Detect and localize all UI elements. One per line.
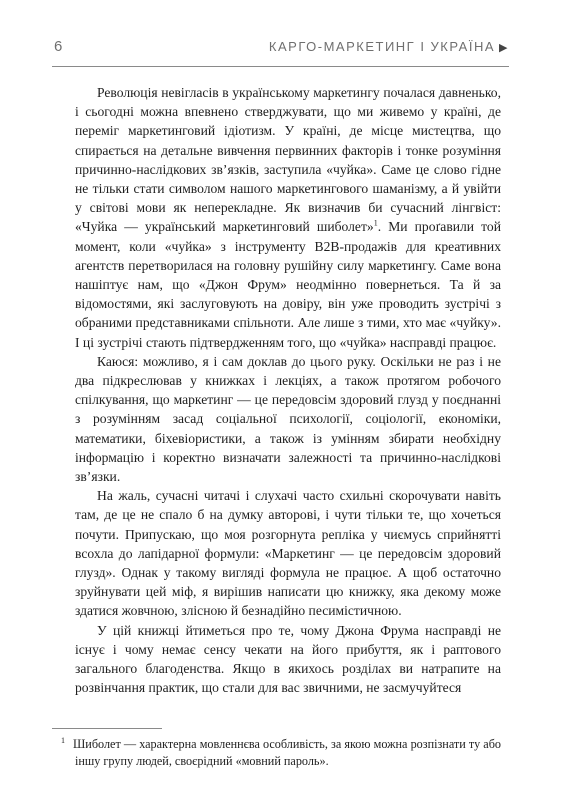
paragraph-text: . Ми проґавили той момент, коли «чуйка» з інструменту B2B-продажів для креативних агентств перетворилася на головну рушійну силу маркетингу. Саме вона нашіптує нам, що «Джон Фрум» неодмінно повернеться. Та й за відомостями, які заслуговують на довіру, він уже проводить зустрічі з обраними представниками спільноти. Але лише з тими, хто має «чуйку». І ці зустрічі стають підтвердженням того, що «чуйка» насправді працює. <box>75 219 501 350</box>
triangle-right-icon: ▶ <box>499 42 509 54</box>
footnote-reference[interactable]: 1 <box>373 218 378 228</box>
page-header <box>52 38 509 60</box>
running-title-text: КАРГО-МАРКЕТИНГ І УКРАЇНА <box>268 39 496 54</box>
paragraph: У цій книжці йтиметься про те, чому Джона Фрума насправді не існує і чому немає сенсу чекати на його прибуття, як і раптового загального благоденства. Якщо в якихось розділах ви натрапите на розвінчання практик, що стали для вас звичними, не засмучуйтеся <box>75 622 501 696</box>
footnote <box>61 735 501 770</box>
header-divider <box>52 66 509 67</box>
footnote-text: Шиболет — характерна мовленнєва особливість, за якою можна розпізнати ту або іншу групу людей, своєрідний «мовний пароль». <box>73 737 501 768</box>
paragraph-text: Революція невігласів в українському маркетингу почалася давненько, і сьогодні можна впевнено стверджувати, що ми живемо у країні, де переміг маркетинговий ідіотизм. У країні, де місце мистецтва, що спирається на детальне вивчення первинних факторів і тонке розуміння причинно-наслідкових зв’язків, заступила «чуйка». Саме це слово гідне не тільки стати символом нашого маркетингового шаманізму, а й увійти у світові мови як неперекладне. Як визначив би сучасний лінгвіст: «Чуйка — український маркетинговий шиболет» <box>75 85 501 235</box>
paragraph: На жаль, сучасні читачі і слухачі часто схильні скорочувати навіть там, де це не спало б на думку авторові, і чути тільки те, що хочеться почути. Припускаю, що моя розгорнута репліка у чиємусь сприйнятті всохла до лапідарної формули: «Маркетинг — це передовсім здоровий глузд». Однак у такому вигляді формула не працює. А щоб остаточно зруйнувати цей міф, я вирішив написати цю книжку, яка декому може здатися жовчною, злісною й безнадійно песимістичною. <box>75 488 501 619</box>
paragraph: Каюся: можливо, я і сам доклав до цього руку. Оскільки не раз і не два підкреслював у книжках і лекціях, а також протягом робочого спілкування, що маркетинг — це передовсім здоровий глузд у поєднанні з розумінням засад соціальної психології, соціології, економіки, математики, біхевіористики, а також із умінням збирати необхідну інформацію і коректно визначати залежності та причинно-наслідкові зв’язки. <box>75 353 501 485</box>
page-number: 6 <box>54 38 63 55</box>
body-text <box>75 83 501 698</box>
footnote-mark: 1 <box>61 735 65 745</box>
running-title <box>269 39 509 54</box>
footnote-divider <box>52 728 162 729</box>
paragraph <box>75 83 501 352</box>
